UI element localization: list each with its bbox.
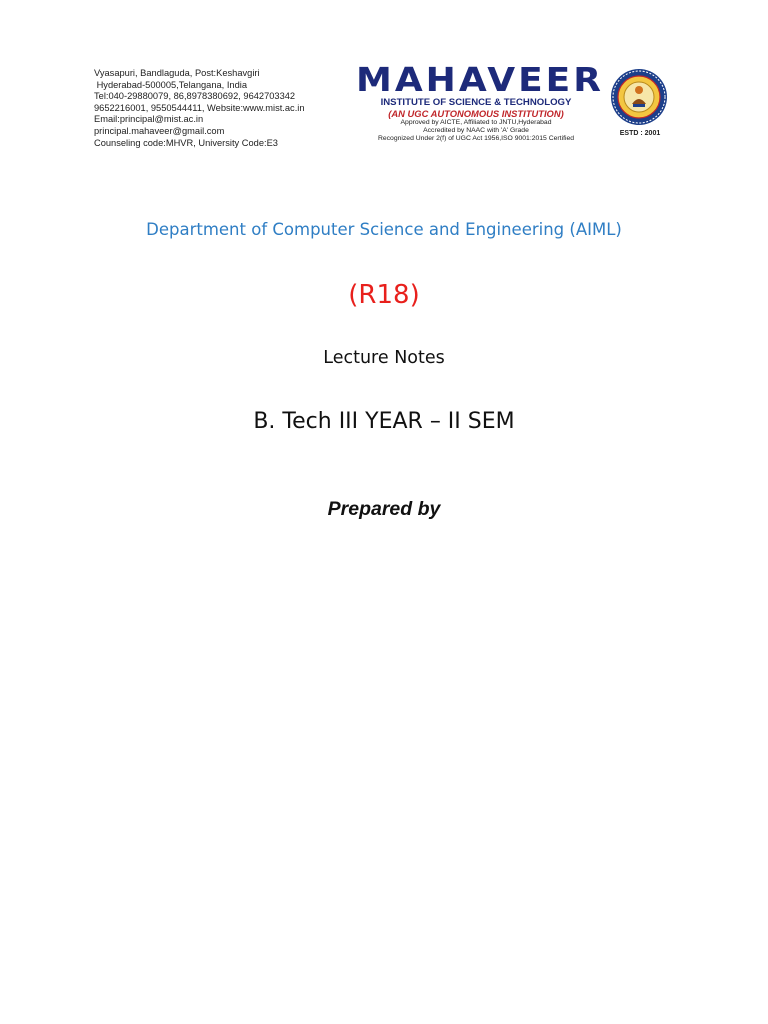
logo-recognition: Recognized Under 2(f) of UGC Act 1956,ISO 9001:2015 Certified [377, 135, 575, 142]
document-type: Lecture Notes [323, 348, 445, 368]
address-line: 9652216001, 9550544411, Website:www.mist.ac.in [94, 102, 305, 113]
logo-accreditation: Accredited by NAAC with 'A' Grade [423, 127, 529, 134]
seal-estd: ESTD : 2001 [619, 130, 661, 137]
letterhead [0, 0, 768, 160]
institute-logo [356, 61, 604, 144]
course-year: B. Tech III YEAR – II SEM [253, 409, 515, 434]
address-line: Email:principal@mist.ac.in [94, 114, 204, 125]
address-line: principal.mahaveer@gmail.com [94, 125, 225, 136]
regulation-code: (R18) [348, 280, 420, 310]
address-line: Hyderabad-500005,Telangana, India [94, 79, 247, 90]
college-seal-icon [610, 68, 668, 126]
address-line: Vyasapuri, Bandlaguda, Post:Keshavgiri [94, 68, 260, 78]
logo-name: MAHAVEER [356, 61, 604, 100]
logo-subtitle: INSTITUTE OF SCIENCE & TECHNOLOGY [380, 97, 572, 108]
department-title: Department of Computer Science and Engineering (AIML) [146, 220, 622, 239]
logo-approval: Approved by AICTE, Affiliated to JNTU,Hyderabad [400, 119, 552, 126]
address-line: Counseling code:MHVR, University Code:E3 [94, 137, 278, 148]
prepared-by: Prepared by [327, 498, 441, 520]
address-line: Tel:040-29880079, 86,8978380692, 9642703342 [94, 91, 296, 102]
logo-autonomous: (AN UGC AUTONOMOUS INSTITUTION) [388, 108, 564, 119]
institute-address [94, 68, 354, 149]
